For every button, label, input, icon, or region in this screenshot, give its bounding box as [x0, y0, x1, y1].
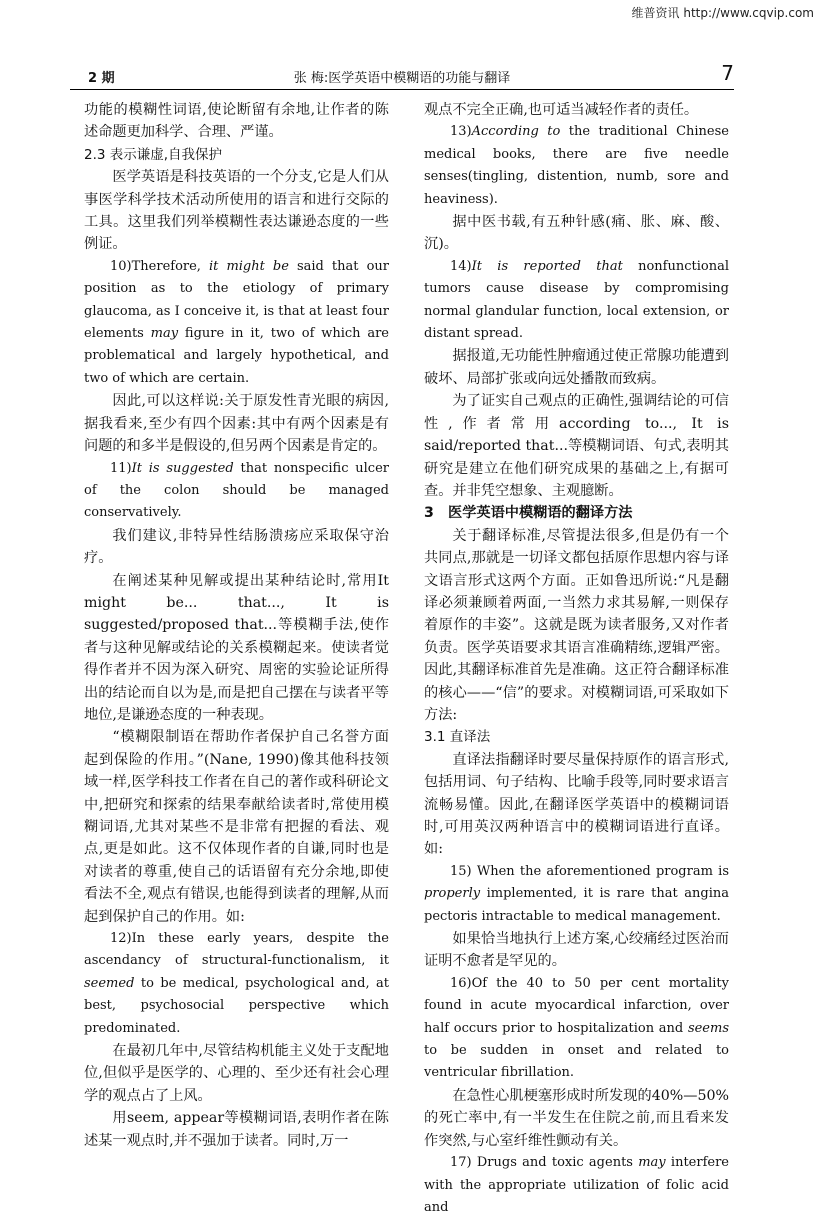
example-10: 10)Therefore, it might be said that our position as to the etiology of primary glaucoma, as I conceive it, is that at least four elements may figure in it, two of which are problematical and largely hypothetical, and two of which are certain.: [84, 258, 390, 386]
paragraph: 为了证实自己观点的正确性,强调结论的可信性,作者常用according to..., It is said/reported that...等模糊词语、句式,表明其研究是建立在他们研究成果的基础之上,有据可查。并非凭空想象、主观臆断。: [424, 393, 729, 499]
right-column: [424, 99, 729, 1219]
watermark-text: 维普资讯 http://www.cqvip.com: [631, 6, 814, 20]
paragraph: 医学英语是科技英语的一个分支,它是人们从事医学科学技术活动所使用的语言和进行交际的工具。这里我们列举模糊性表达谦逊态度的一些例证。: [84, 169, 389, 253]
example-15: 15) When the aforementioned program is properly implemented, it is rare that angina pectoris intractable to medical management.: [424, 863, 729, 924]
translation-16: 在急性心肌梗塞形成时所发现的40%—50%的死亡率中,有一半发生在住院之前,而且看来发作突然,与心室纤维性颤动有关。: [424, 1087, 729, 1149]
paragraph: 观点不完全正确,也可适当减轻作者的责任。: [424, 102, 699, 118]
paragraph: 用seem, appear等模糊词语,表明作者在陈述某一观点时,并不强加于读者。同时,万一: [84, 1110, 389, 1149]
example-13: 13)According to the traditional Chinese medical books, there are five needle senses(tingling, distention, numb, sore and heaviness).: [424, 124, 729, 207]
section-heading-2-3: 2.3 表示谦虚,自我保护: [84, 146, 223, 163]
paragraph: 在阐述某种见解或提出某种结论时,常用It might be... that..., It is suggested/proposed that...等模糊手法,使作者与这种见解或结论的关系模糊起来。使读者觉得作者并不因为深入研究、周密的实验论证所得出的结论而自以为是,而是把自己摆在与读者平等地位,是谦逊态度的一种表现。: [84, 572, 389, 723]
paragraph: “模糊限制语在帮助作者保护自己名誉方面起到保险的作用。”(Nane, 1990)像其他科技领域一样,医学科技工作者在自己的著作或科研论文中,把研究和探索的结果奉献给读者时,常使用模糊词语,尤其对某些不是非常有把握的看法、观点,更是如此。这不仅体现作者的自谦,同时也是对读者的尊重,使自己的话语留有充分余地,即使看法不全,观点有错误,也能得到读者的理解,从而起到保护自己的作用。如:: [84, 729, 389, 925]
example-11: 11)It is suggested that nonspecific ulcer of the colon should be managed conservatively.: [84, 460, 389, 521]
translation-15: 如果恰当地执行上述方案,心绞痛经过医治而证明不愈者是罕见的。: [424, 931, 729, 970]
example-14: 14)It is reported that nonfunctional tumors cause disease by compromising normal glandular function, local extension, or distant spread.: [424, 258, 729, 342]
running-header: [70, 61, 734, 90]
page-number: 7: [721, 61, 734, 85]
paragraph: 直译法指翻译时要尽量保持原作的语言形式,包括用词、句子结构、比喻手段等,同时要求语言流畅易懂。因此,在翻译医学英语中的模糊词语时,可用英汉两种语言中的模糊词语进行直译。如:: [424, 751, 729, 858]
translation-13: 据中医书载,有五种针感(痛、胀、麻、酸、沉)。: [424, 214, 729, 253]
example-12: 12)In these early years, despite the ascendancy of structural-functionalism, it seemed to be medical, psychological and, at best, psychosocial perspective which predominated.: [84, 931, 389, 1036]
translation-11: 我们建议,非特异性结肠溃疡应采取保守治疗。: [84, 527, 389, 567]
paragraph: 关于翻译标准,尽管提法很多,但是仍有一个共同点,那就是一切译文都包括原作思想内容与译文语言形式这两个方面。正如鲁迅所说:“凡是翻译必须兼顾着两面,一当然力求其易解,一则保存着原作的丰姿”。这就是既为读者服务,又对作者负责。医学英语要求其语言准确精练,逻辑严密。因此,其翻译标准首先是准确。这正符合翻译标准的核心——“信”的要求。对模糊词语,可采取如下方法:: [424, 527, 729, 723]
paragraph: 功能的模糊性词语,使论断留有余地,让作者的陈述命题更加科学、合理、严谨。: [84, 102, 389, 141]
section-heading-3-1: 3.1 直译法: [424, 729, 491, 746]
example-17: 17) Drugs and toxic agents may interfere with the appropriate utilization of folic acid and: [424, 1155, 729, 1215]
issue-number: 2 期: [88, 71, 115, 86]
left-column: [84, 99, 389, 1152]
example-16: 16)Of the 40 to 50 per cent mortality found in acute myocardical infarction, over half occurs prior to hospitalization and seems to be sudden in onset and related to ventricular fibrillation.: [424, 975, 729, 1081]
translation-10: 因此,可以这样说:关于原发性青光眼的病因,据我看来,至少有四个因素:其中有两个因素是有问题的和多半是假设的,但另两个因素是肯定的。: [84, 393, 389, 455]
translation-12: 在最初几年中,尽管结构机能主义处于支配地位,但似乎是医学的、心理的、至少还有社会心理学的观点占了上风。: [84, 1043, 389, 1104]
section-heading-3: 3 医学英语中模糊语的翻译方法: [424, 505, 633, 522]
running-title: 张 梅:医学英语中模糊语的功能与翻译: [293, 71, 511, 86]
translation-14: 据报道,无功能性肿瘤通过使正常腺功能遭到破坏、局部扩张或向远处播散而致病。: [424, 348, 729, 387]
